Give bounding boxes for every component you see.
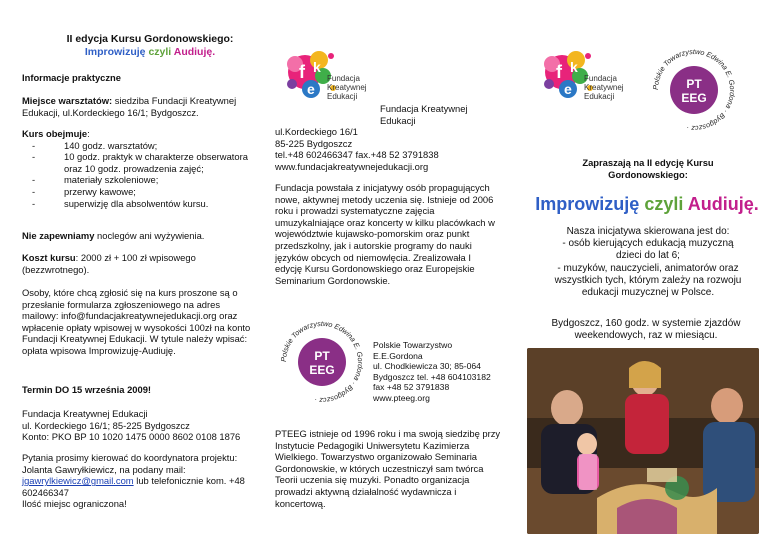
- course-title-line2: [40, 46, 260, 59]
- limited-places: Ilość miejsc ograniczona!: [22, 498, 127, 510]
- fke-about: Fundacja powstała z inicjatywy osób propagujących nowe, aktywnej metody uczenia się. Istnieje od 2006 roku i prowadzi systematyczne zajęcia umuzykalniające oraz koncerty w kilku placówkach w województwie kujawsko-pomorskim oraz punkt przedszkolny, jak i autorskie programy do nauki języków obcych od niemowlęcia. Zrealizowała I edycję Kursu Gordonowskiego oraz Europejskie Seminarium Gordonowskie.: [275, 182, 495, 286]
- pteeg-address: [373, 340, 508, 404]
- venue-label: Miejsce warsztatów:: [22, 95, 113, 106]
- aimed-item: - muzyków, nauczycieli, animatorów oraz wszystkich tych, którym zależy na rozwoju edukacji muzycznej w Polsce.: [554, 262, 742, 299]
- pteeg-pt-text: PT: [314, 349, 330, 363]
- big-title: [527, 193, 767, 215]
- practical-heading: Informacje praktyczne: [22, 72, 121, 83]
- aimed-block: [528, 226, 768, 299]
- pteeg-seal-icon: [276, 316, 368, 408]
- list-item: - 10 godz. praktyk w charakterze obserwatora oraz 10 godz. prowadzenia zajęć;: [44, 151, 262, 174]
- venue-text: siedziba Fundacji Kreatywnej Edukacji, ul.Kordeckiego 16/1; Bydgoszcz.: [22, 95, 237, 118]
- schedule-text: Bydgoszcz, 160 godz. w systemie zjazdów weekendowych, raz w miesiącu.: [551, 318, 741, 342]
- address-line: 85-225 Bydgoszcz: [275, 137, 353, 149]
- pteeg-logo-right: [648, 44, 740, 139]
- contact-paragraph: [22, 452, 258, 510]
- svg-text:f: f: [299, 62, 305, 82]
- fke-logo-text: Fundacja Kreatywnej Edukacji: [327, 74, 367, 101]
- fke-logo-text-right: Fundacja Kreatywnej Edukacji: [584, 74, 624, 101]
- svg-text:k: k: [313, 59, 321, 75]
- pteeg-pt-text: PT: [686, 77, 702, 91]
- account-line: ul. Kordeckiego 16/1; 85-225 Bydgoszcz: [22, 419, 190, 431]
- account-line: Konto: PKO BP 10 1020 1475 0000 8602 0108 1876: [22, 431, 241, 443]
- course-title-line1: II edycja Kursu Gordonowskiego:: [66, 33, 234, 45]
- list-item: - przerwy kawowe;: [44, 186, 262, 198]
- contact-text: Pytania prosimy kierować do koordynatora projektu: Jolanta Gawryłkiewicz, na podany mail:: [22, 452, 238, 475]
- svg-text:f: f: [556, 62, 562, 82]
- title-word-improwizuje: Improwizuję: [535, 194, 640, 214]
- svg-text:e: e: [307, 81, 315, 97]
- venue-paragraph: [22, 95, 262, 118]
- title-word-improwizuje: Improwizuję: [84, 46, 146, 58]
- pteeg-logo: [276, 316, 368, 411]
- pteeg-eeg-text: EEG: [309, 363, 335, 377]
- no-provide-bold: Nie zapewniamy: [22, 230, 95, 241]
- course-label: Kurs obejmuje: [22, 128, 88, 139]
- signup-paragraph: Osoby, które chcą zgłosić się na kurs proszone są o przesłanie formularza zgłoszeniowego na adres mailowy: info@fundacjakreatywnejedukacji.org oraz wpłacenie opłaty wpisowej w wysokości 100zł na konto Fundacji Kreatywnej Edukacji. W tytule należy wpisać: opłata wpisowa Improwizuję-Audiuję.: [22, 287, 251, 356]
- address-line: Bydgoszcz tel. +48 604103182: [373, 371, 491, 382]
- pteeg-ring-text: Polskie Towarzystwo Edwina E. Gordona · Bydgoszcz ·: [650, 46, 738, 134]
- list-item: - materiały szkoleniowe;: [44, 174, 262, 186]
- title-word-czyli: czyli: [148, 46, 172, 58]
- cost-paragraph: [22, 252, 262, 275]
- aimed-item: - osób kierujących edukacją muzyczną dzieci do lat 6;: [562, 238, 734, 262]
- no-accommodation: [22, 230, 262, 242]
- fke-name: Fundacja Kreatywnej Edukacji: [380, 103, 468, 126]
- title-word-audiuje: Audiuję.: [687, 194, 759, 214]
- pteeg-seal-icon: [648, 44, 740, 136]
- website-link[interactable]: www.pteeg.org: [373, 392, 430, 403]
- website-link[interactable]: www.fundacjakreatywnejedukacji.org: [275, 160, 429, 172]
- account-block: [22, 408, 272, 443]
- cost-text: : 2000 zł + 100 zł wpisowego (bezzwrotnego).: [22, 252, 196, 275]
- course-list: [22, 140, 262, 210]
- title-word-czyli: czyli: [644, 194, 684, 214]
- photo-illustration: [527, 348, 759, 534]
- course-colon: :: [87, 128, 90, 139]
- address-line: fax +48 52 3791838: [373, 382, 450, 393]
- deadline: Termin DO 15 września 2009!: [22, 384, 152, 395]
- contact-phone: lub telefonicznie kom. +48 602466347: [22, 475, 245, 498]
- svg-text:e: e: [564, 81, 572, 97]
- address-line: tel.+48 602466347 fax.+48 52 3791838: [275, 149, 439, 161]
- no-provide-text: noclegów ani wyżywienia.: [94, 230, 205, 241]
- fke-address: [275, 126, 505, 172]
- pteeg-ring-text: Polskie Towarzystwo Edwina E. Gordona · Bydgoszcz ·: [278, 318, 366, 406]
- svg-text:k: k: [570, 59, 578, 75]
- workshop-photo: [527, 348, 759, 534]
- course-includes: [22, 128, 262, 209]
- invite-text: Zapraszają na II edycję Kursu Gordonowskiego:: [582, 157, 714, 180]
- address-line: E.E.Gordona: [373, 350, 423, 361]
- pteeg-about: PTEEG istnieje od 1996 roku i ma swoją siedzibę przy Instytucie Pedagogiki Uniwersytetu Kazimierza Wielkiego. Towarzystwo organizowało Seminaria Gordonowskie, w których uczestniczył sam twórca Teorii uczenia się muzyki. Ponadto organizacja prowadzi aktywną działalność wydawnicza i koncertową.: [275, 428, 501, 509]
- address-line: Polskie Towarzystwo: [373, 340, 453, 350]
- contact-email-link[interactable]: jgawrylkiewicz@gmail.com: [22, 475, 134, 487]
- address-line: ul.Kordeckiego 16/1: [275, 126, 358, 137]
- title-word-audiuje: Audiuję.: [173, 46, 216, 58]
- account-line: Fundacja Kreatywnej Edukacji: [22, 408, 148, 419]
- aimed-intro: Nasza inicjatywa skierowana jest do:: [566, 226, 730, 237]
- cost-label: Koszt kursu: [22, 252, 76, 263]
- address-line: ul. Chodkiewicza 30; 85-064: [373, 361, 481, 372]
- pteeg-eeg-text: EEG: [681, 91, 707, 105]
- list-item: - 140 godz. warsztatów;: [44, 140, 262, 152]
- list-item: - superwizję dla absolwentów kursu.: [44, 198, 262, 210]
